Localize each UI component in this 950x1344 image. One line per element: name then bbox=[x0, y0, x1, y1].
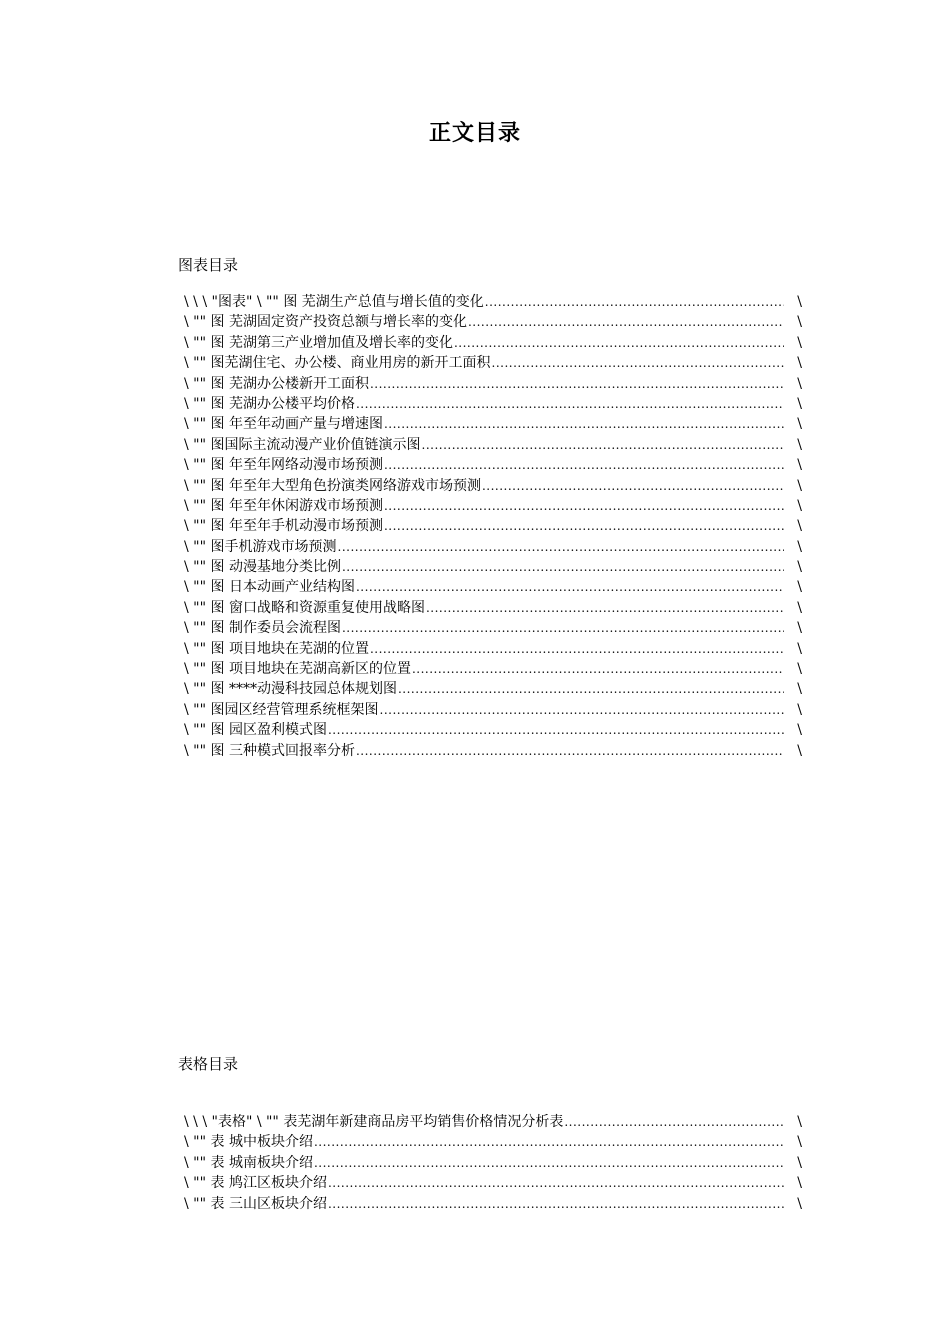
toc-entry-title: \ "" 图 芜湖固定资产投资总额与增长率的变化 bbox=[184, 312, 468, 332]
toc-entry-title: \ "" 图 年至年手机动漫市场预测 bbox=[184, 516, 384, 536]
toc-dot-leader bbox=[384, 455, 784, 475]
toc-entry-title: \ "" 图 芜湖办公楼平均价格 bbox=[184, 394, 356, 414]
toc-entry-line bbox=[184, 414, 784, 434]
toc-entry[interactable] bbox=[184, 1194, 804, 1214]
toc-page-number: \ bbox=[797, 1134, 802, 1151]
toc-entry[interactable] bbox=[184, 700, 804, 720]
toc-page-number: \ bbox=[797, 497, 802, 514]
toc-entry[interactable] bbox=[184, 1132, 804, 1152]
toc-entry-line bbox=[184, 598, 784, 618]
toc-entry-title: \ "" 图 动漫基地分类比例 bbox=[184, 557, 342, 577]
toc-dot-leader bbox=[426, 598, 784, 618]
tables-toc-list bbox=[184, 1112, 804, 1214]
toc-dot-leader bbox=[356, 394, 784, 414]
toc-page-number: \ bbox=[797, 436, 802, 453]
toc-dot-leader bbox=[384, 516, 784, 536]
toc-entry-line bbox=[184, 639, 784, 659]
toc-entry[interactable] bbox=[184, 516, 804, 536]
toc-entry[interactable] bbox=[184, 353, 804, 373]
toc-entry-line bbox=[184, 741, 784, 761]
toc-entry[interactable] bbox=[184, 1112, 804, 1132]
toc-entry-line bbox=[184, 1153, 784, 1173]
toc-entry-line bbox=[184, 1173, 784, 1193]
toc-entry[interactable] bbox=[184, 1173, 804, 1193]
toc-entry-title: \ "" 图 年至年休闲游戏市场预测 bbox=[184, 496, 384, 516]
toc-page-number: \ bbox=[797, 375, 802, 392]
toc-entry-line bbox=[184, 312, 784, 332]
toc-entry[interactable] bbox=[184, 333, 804, 353]
toc-page-number: \ bbox=[797, 742, 802, 759]
toc-dot-leader bbox=[412, 659, 784, 679]
figures-toc-list bbox=[184, 292, 804, 761]
toc-dot-leader bbox=[398, 679, 784, 699]
toc-entry[interactable] bbox=[184, 312, 804, 332]
toc-dot-leader bbox=[314, 1132, 784, 1152]
toc-page-number: \ bbox=[797, 661, 802, 678]
toc-entry[interactable] bbox=[184, 496, 804, 516]
toc-entry-line bbox=[184, 1112, 784, 1132]
toc-dot-leader bbox=[328, 1173, 784, 1193]
toc-entry-title: \ "" 图 ****动漫科技园总体规划图 bbox=[184, 679, 398, 699]
toc-entry[interactable] bbox=[184, 374, 804, 394]
toc-page-number: \ bbox=[797, 477, 802, 494]
toc-entry-line bbox=[184, 1132, 784, 1152]
toc-entry-line bbox=[184, 353, 784, 373]
toc-dot-leader bbox=[342, 618, 784, 638]
toc-page-number: \ bbox=[797, 599, 802, 616]
toc-page-number: \ bbox=[797, 395, 802, 412]
toc-entry-title: \ "" 图 项目地块在芜湖的位置 bbox=[184, 639, 370, 659]
toc-entry-line bbox=[184, 435, 784, 455]
toc-page-number: \ bbox=[797, 559, 802, 576]
toc-entry[interactable] bbox=[184, 394, 804, 414]
toc-entry-title: \ "" 图手机游戏市场预测 bbox=[184, 537, 338, 557]
toc-entry-title: \ "" 图芜湖住宅、办公楼、商业用房的新开工面积 bbox=[184, 353, 492, 373]
toc-entry-title: \ "" 图 年至年大型角色扮演类网络游戏市场预测 bbox=[184, 476, 482, 496]
toc-entry-title: \ "" 表 三山区板块介绍 bbox=[184, 1194, 328, 1214]
toc-dot-leader bbox=[384, 496, 784, 516]
toc-entry[interactable] bbox=[184, 577, 804, 597]
toc-entry-line bbox=[184, 333, 784, 353]
toc-dot-leader bbox=[380, 700, 785, 720]
toc-entry-line bbox=[184, 292, 784, 312]
toc-page-number: \ bbox=[797, 314, 802, 331]
toc-entry-line bbox=[184, 394, 784, 414]
toc-entry-title: \ "" 图 芜湖第三产业增加值及增长率的变化 bbox=[184, 333, 454, 353]
toc-entry-line bbox=[184, 374, 784, 394]
toc-entry-title: \ "" 图国际主流动漫产业价值链演示图 bbox=[184, 435, 422, 455]
toc-entry-title: \ "" 表 鸠江区板块介绍 bbox=[184, 1173, 328, 1193]
toc-entry[interactable] bbox=[184, 557, 804, 577]
toc-page-number: \ bbox=[797, 294, 802, 310]
toc-entry-title: \ "" 图 日本动画产业结构图 bbox=[184, 577, 356, 597]
toc-entry-line bbox=[184, 700, 784, 720]
toc-dot-leader bbox=[356, 577, 784, 597]
toc-entry[interactable] bbox=[184, 455, 804, 475]
toc-entry[interactable] bbox=[184, 414, 804, 434]
toc-entry[interactable] bbox=[184, 659, 804, 679]
toc-entry-title: \ "" 图 年至年动画产量与增速图 bbox=[184, 414, 384, 434]
toc-page-number: \ bbox=[797, 416, 802, 433]
toc-page-number: \ bbox=[797, 334, 802, 351]
toc-entry-line bbox=[184, 455, 784, 475]
figures-toc-heading: 图表目录 bbox=[178, 256, 239, 274]
toc-dot-leader bbox=[314, 1153, 784, 1173]
toc-entry-line bbox=[184, 577, 784, 597]
toc-entry[interactable] bbox=[184, 598, 804, 618]
toc-dot-leader bbox=[370, 639, 784, 659]
toc-dot-leader bbox=[564, 1112, 784, 1132]
toc-dot-leader bbox=[338, 537, 785, 557]
toc-entry[interactable] bbox=[184, 537, 804, 557]
toc-dot-leader bbox=[482, 476, 784, 496]
toc-page-number: \ bbox=[797, 579, 802, 596]
toc-entry-title: \ "" 图园区经营管理系统框架图 bbox=[184, 700, 380, 720]
page-title: 正文目录 bbox=[428, 121, 521, 146]
toc-entry-title: \ "" 图 窗口战略和资源重复使用战略图 bbox=[184, 598, 426, 618]
toc-entry[interactable] bbox=[184, 639, 804, 659]
toc-page-number: \ bbox=[797, 1154, 802, 1171]
toc-entry-line bbox=[184, 557, 784, 577]
toc-entry-line bbox=[184, 618, 784, 638]
toc-page-number: \ bbox=[797, 1175, 802, 1192]
toc-entry-line bbox=[184, 659, 784, 679]
toc-dot-leader bbox=[422, 435, 785, 455]
toc-entry-line bbox=[184, 720, 784, 740]
toc-entry-title: \ "" 表 城中板块介绍 bbox=[184, 1132, 314, 1152]
toc-entry[interactable] bbox=[184, 618, 804, 638]
toc-dot-leader bbox=[328, 1194, 784, 1214]
toc-dot-leader bbox=[492, 353, 785, 373]
toc-entry-title: \ \ \ "表格" \ "" 表芜湖年新建商品房平均销售价格情况分析表 bbox=[184, 1112, 564, 1132]
toc-entry-line bbox=[184, 516, 784, 536]
toc-dot-leader bbox=[370, 374, 784, 394]
toc-entry[interactable] bbox=[184, 720, 804, 740]
toc-page-number: \ bbox=[797, 355, 802, 372]
toc-entry-line bbox=[184, 537, 784, 557]
toc-page-number: \ bbox=[797, 1195, 802, 1212]
toc-entry-line bbox=[184, 1194, 784, 1214]
toc-page-number: \ bbox=[797, 457, 802, 474]
toc-page-number: \ bbox=[797, 518, 802, 535]
toc-page-number: \ bbox=[797, 538, 802, 555]
toc-dot-leader bbox=[328, 720, 784, 740]
toc-dot-leader bbox=[468, 312, 784, 332]
toc-entry-title: \ "" 表 城南板块介绍 bbox=[184, 1153, 314, 1173]
toc-page-number: \ bbox=[797, 701, 802, 718]
toc-dot-leader bbox=[384, 414, 784, 434]
toc-entry-title: \ "" 图 年至年网络动漫市场预测 bbox=[184, 455, 384, 475]
toc-page-number: \ bbox=[797, 640, 802, 657]
toc-entry-title: \ "" 图 园区盈利模式图 bbox=[184, 720, 328, 740]
toc-entry[interactable] bbox=[184, 679, 804, 699]
toc-dot-leader bbox=[342, 557, 784, 577]
toc-dot-leader bbox=[454, 333, 784, 353]
toc-entry-title: \ "" 图 芜湖办公楼新开工面积 bbox=[184, 374, 370, 394]
toc-entry-title: \ "" 图 项目地块在芜湖高新区的位置 bbox=[184, 659, 412, 679]
toc-entry[interactable] bbox=[184, 476, 804, 496]
tables-toc-heading: 表格目录 bbox=[178, 1055, 239, 1073]
toc-entry-line bbox=[184, 496, 784, 516]
toc-dot-leader bbox=[356, 741, 784, 761]
toc-page-number: \ bbox=[797, 620, 802, 637]
toc-entry-line bbox=[184, 476, 784, 496]
toc-dot-leader bbox=[485, 292, 784, 312]
toc-entry-title: \ "" 图 制作委员会流程图 bbox=[184, 618, 342, 638]
toc-entry-title: \ \ \ "图表" \ "" 图 芜湖生产总值与增长值的变化 bbox=[184, 292, 485, 312]
toc-page-number: \ bbox=[797, 681, 802, 698]
toc-entry[interactable] bbox=[184, 741, 804, 761]
toc-entry[interactable] bbox=[184, 435, 804, 455]
toc-entry-line bbox=[184, 679, 784, 699]
toc-entry[interactable] bbox=[184, 292, 804, 312]
toc-page-number: \ bbox=[797, 1114, 802, 1130]
toc-entry-title: \ "" 图 三种模式回报率分析 bbox=[184, 741, 356, 761]
toc-entry[interactable] bbox=[184, 1153, 804, 1173]
toc-page-number: \ bbox=[797, 722, 802, 739]
